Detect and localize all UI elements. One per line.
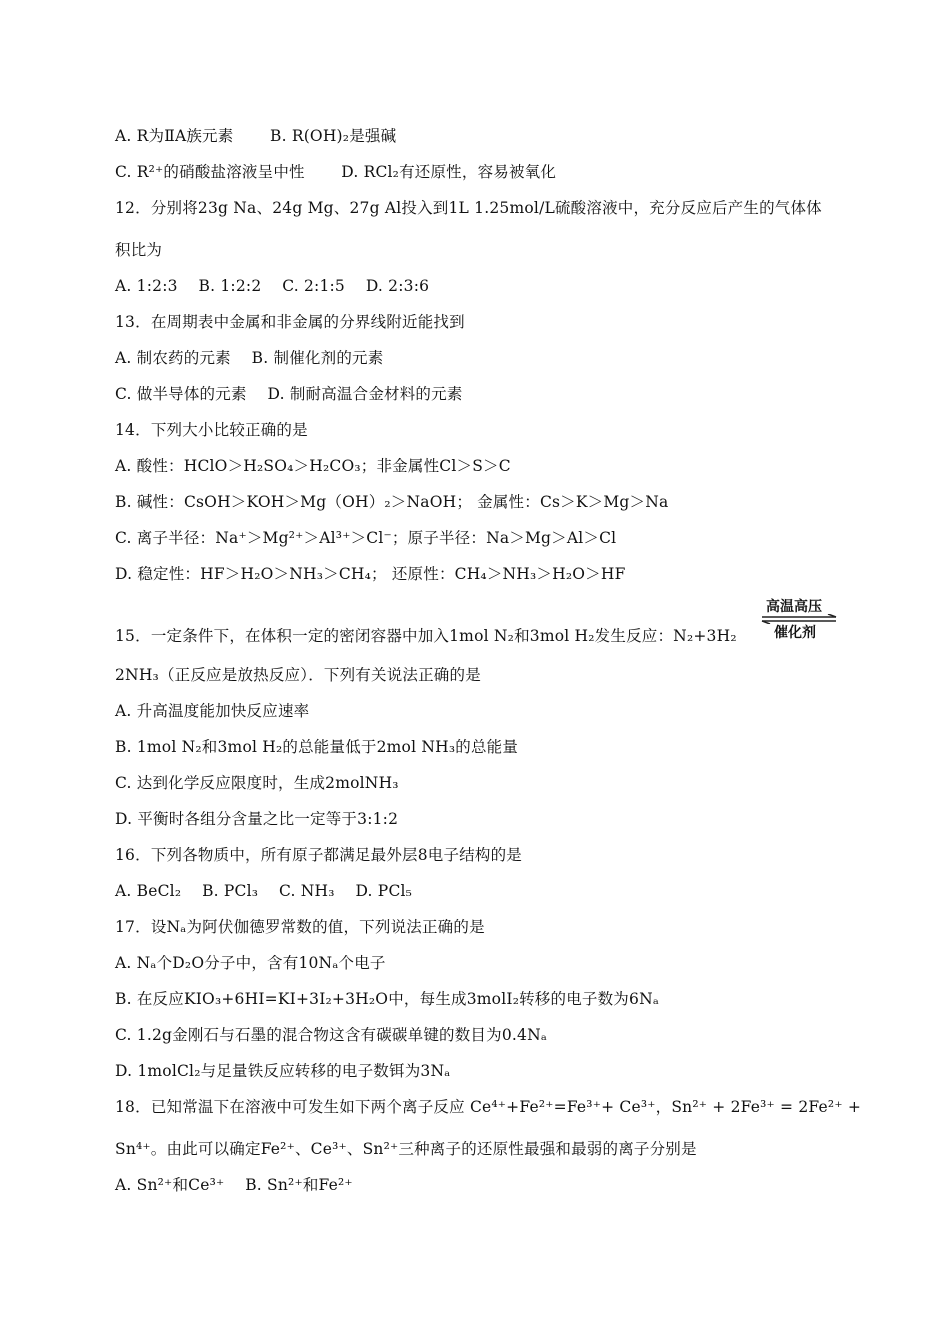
option-line: B. 1mol N₂和3mol H₂的总能量低于2mol NH₃的总能量 <box>115 738 519 756</box>
option-line: A. R为ⅡA族元素 B. R(OH)₂是强碱 <box>115 127 397 145</box>
option-line: B. 碱性：CsOH＞KOH＞Mg（OH）₂＞NaOH； 金属性：Cs＞K＞Mg＞Na <box>115 493 669 511</box>
question-18-cont: Sn⁴⁺。由此可以确定Fe²⁺、Ce³⁺、Sn²⁺三种离子的还原性最强和最弱的离子分别是 <box>115 1140 697 1158</box>
question-15-cont: 2NH₃（正反应是放热反应）．下列有关说法正确的是 <box>115 666 481 684</box>
option-line: C. 做半导体的元素 D. 制耐高温合金材料的元素 <box>115 385 463 403</box>
option-line: D. 平衡时各组分含量之比一定等于3:1:2 <box>115 810 399 828</box>
option-line: D. 稳定性：HF＞H₂O＞NH₃＞CH₄； 还原性：CH₄＞NH₃＞H₂O＞HF <box>115 565 626 583</box>
options-16: A. BeCl₂ B. PCl₃ C. NH₃ D. PCl₅ <box>115 882 413 900</box>
options-12: A. 1:2:3 B. 1:2:2 C. 2:1:5 D. 2:3:6 <box>115 277 430 295</box>
option-line: C. 1.2g金刚石与石墨的混合物这含有碳碳单键的数目为0.4Nₐ <box>115 1026 548 1044</box>
option-line: A. Nₐ个D₂O分子中，含有10Nₐ个电子 <box>115 954 386 972</box>
option-line: C. R²⁺的硝酸盐溶液呈中性 D. RCl₂有还原性，容易被氧化 <box>115 163 557 181</box>
option-line: A. 制农药的元素 B. 制催化剂的元素 <box>115 349 384 367</box>
question-17: 17．设Nₐ为阿伏伽德罗常数的值，下列说法正确的是 <box>115 918 485 936</box>
question-15: 15．一定条件下，在体积一定的密闭容器中加入1mol N₂和3mol H₂发生反应：N₂+3H₂ <box>115 627 737 645</box>
question-12: 12．分别将23g Na、24g Mg、27g Al投入到1L 1.25mol/L硫酸溶液中，充分反应后产生的气体体 <box>115 199 822 217</box>
question-12-cont: 积比为 <box>115 241 163 259</box>
question-18: 18．已知常温下在溶液中可发生如下两个离子反应 Ce⁴⁺+Fe²⁺=Fe³⁺+ Ce³⁺，Sn²⁺ + 2Fe³⁺ = 2Fe²⁺ + <box>115 1098 862 1116</box>
option-line: C. 离子半径：Na⁺＞Mg²⁺＞Al³⁺＞Cl⁻；原子半径：Na＞Mg＞Al＞Cl <box>115 529 617 547</box>
question-13: 13．在周期表中金属和非金属的分界线附近能找到 <box>115 313 465 331</box>
question-16: 16．下列各物质中，所有原子都满足最外层8电子结构的是 <box>115 846 522 864</box>
option-line: D. 1molCl₂与足量铁反应转移的电子数铒为3Nₐ <box>115 1062 451 1080</box>
reversible-reaction-arrow <box>760 596 838 642</box>
option-line: C. 达到化学反应限度时，生成2molNH₃ <box>115 774 399 792</box>
option-line: B. 在反应KIO₃+6HI=KI+3I₂+3H₂O中，每生成3molI₂转移的电子数为6Nₐ <box>115 990 660 1008</box>
option-line: A. 升高温度能加快反应速率 <box>115 702 310 720</box>
option-line: A. 酸性：HClO＞H₂SO₄＞H₂CO₃；非金属性Cl＞S＞C <box>115 457 511 475</box>
reaction-condition-bottom: 催化剂 <box>774 625 816 641</box>
reaction-condition-top: 高温高压 <box>766 599 822 615</box>
question-14: 14．下列大小比较正确的是 <box>115 421 308 439</box>
options-18: A. Sn²⁺和Ce³⁺ B. Sn²⁺和Fe²⁺ <box>115 1176 353 1194</box>
